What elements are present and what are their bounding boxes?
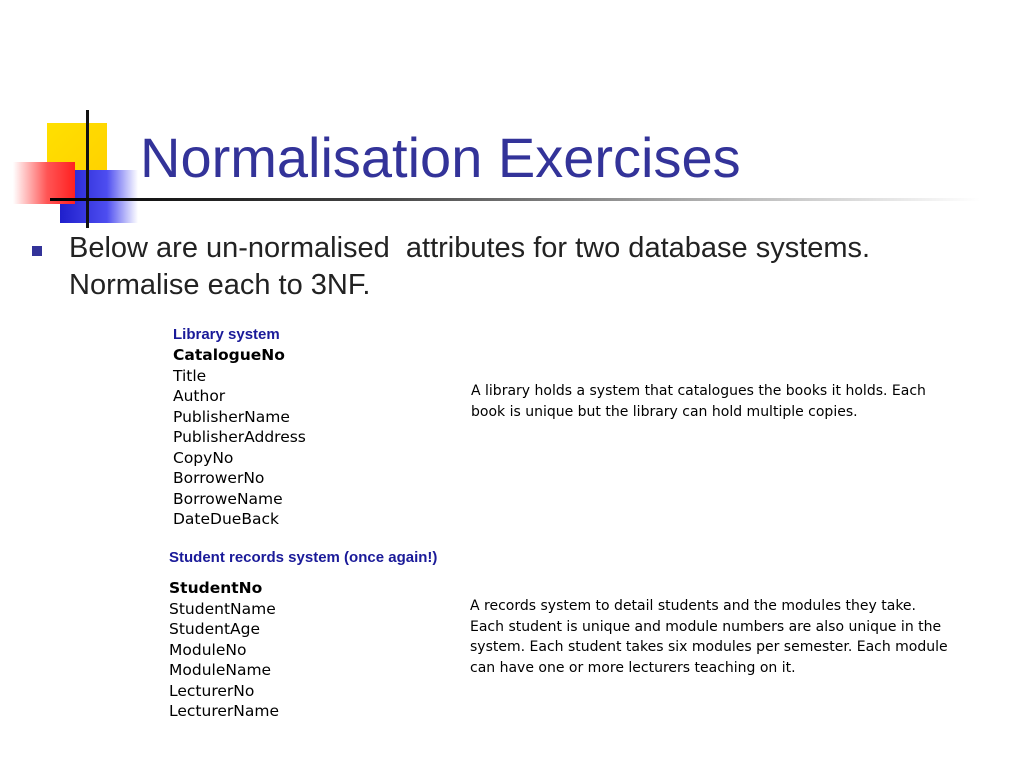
student-attribute: LecturerNo xyxy=(169,681,255,700)
student-description xyxy=(470,596,948,678)
student-attribute: ModuleName xyxy=(169,661,272,679)
student-attribute: ModuleNo xyxy=(169,640,247,659)
student-description-line: system. Each student takes six modules per semester. Each module xyxy=(470,639,948,655)
library-description-line: book is unique but the library can hold multiple copies. xyxy=(471,403,858,420)
library-attribute: Author xyxy=(173,387,226,405)
library-attribute: PublisherName xyxy=(173,407,290,426)
library-attribute-list xyxy=(173,345,306,530)
title-underline xyxy=(50,198,980,201)
library-heading: Library system xyxy=(173,326,280,343)
student-description-line: Each student is unique and module numbers are also unique in the xyxy=(470,618,942,635)
library-description xyxy=(471,381,926,422)
library-attribute: PublisherAddress xyxy=(173,428,306,446)
library-description-line: A library holds a system that catalogues the books it holds. Each xyxy=(471,383,926,399)
library-attribute: BorrowerNo xyxy=(173,469,265,487)
page-title: Normalisation Exercises xyxy=(140,126,741,189)
intro-bullet-text xyxy=(69,230,870,304)
student-attribute: StudentName xyxy=(169,599,276,618)
library-attribute: CopyNo xyxy=(173,448,234,467)
student-heading: Student records system (once again!) xyxy=(169,549,438,566)
intro-line: Below are un-normalised attributes for two database systems. xyxy=(69,232,871,264)
library-attribute: BorroweName xyxy=(173,489,283,508)
bullet-square-icon xyxy=(32,246,42,256)
library-attribute: Title xyxy=(173,366,207,385)
student-attribute: StudentAge xyxy=(169,620,260,638)
library-attribute: DateDueBack xyxy=(173,510,279,528)
student-description-line: can have one or more lecturers teaching on it. xyxy=(470,659,796,676)
intro-line: Normalise each to 3NF. xyxy=(69,269,371,301)
student-attribute-list xyxy=(169,578,279,722)
student-description-line: A records system to detail students and the modules they take. xyxy=(470,598,916,614)
vertical-rule xyxy=(86,110,89,228)
decorative-squares xyxy=(0,0,150,240)
student-key-attribute: StudentNo xyxy=(169,579,263,597)
library-key-attribute: CatalogueNo xyxy=(173,346,285,364)
student-attribute: LecturerName xyxy=(169,702,279,720)
